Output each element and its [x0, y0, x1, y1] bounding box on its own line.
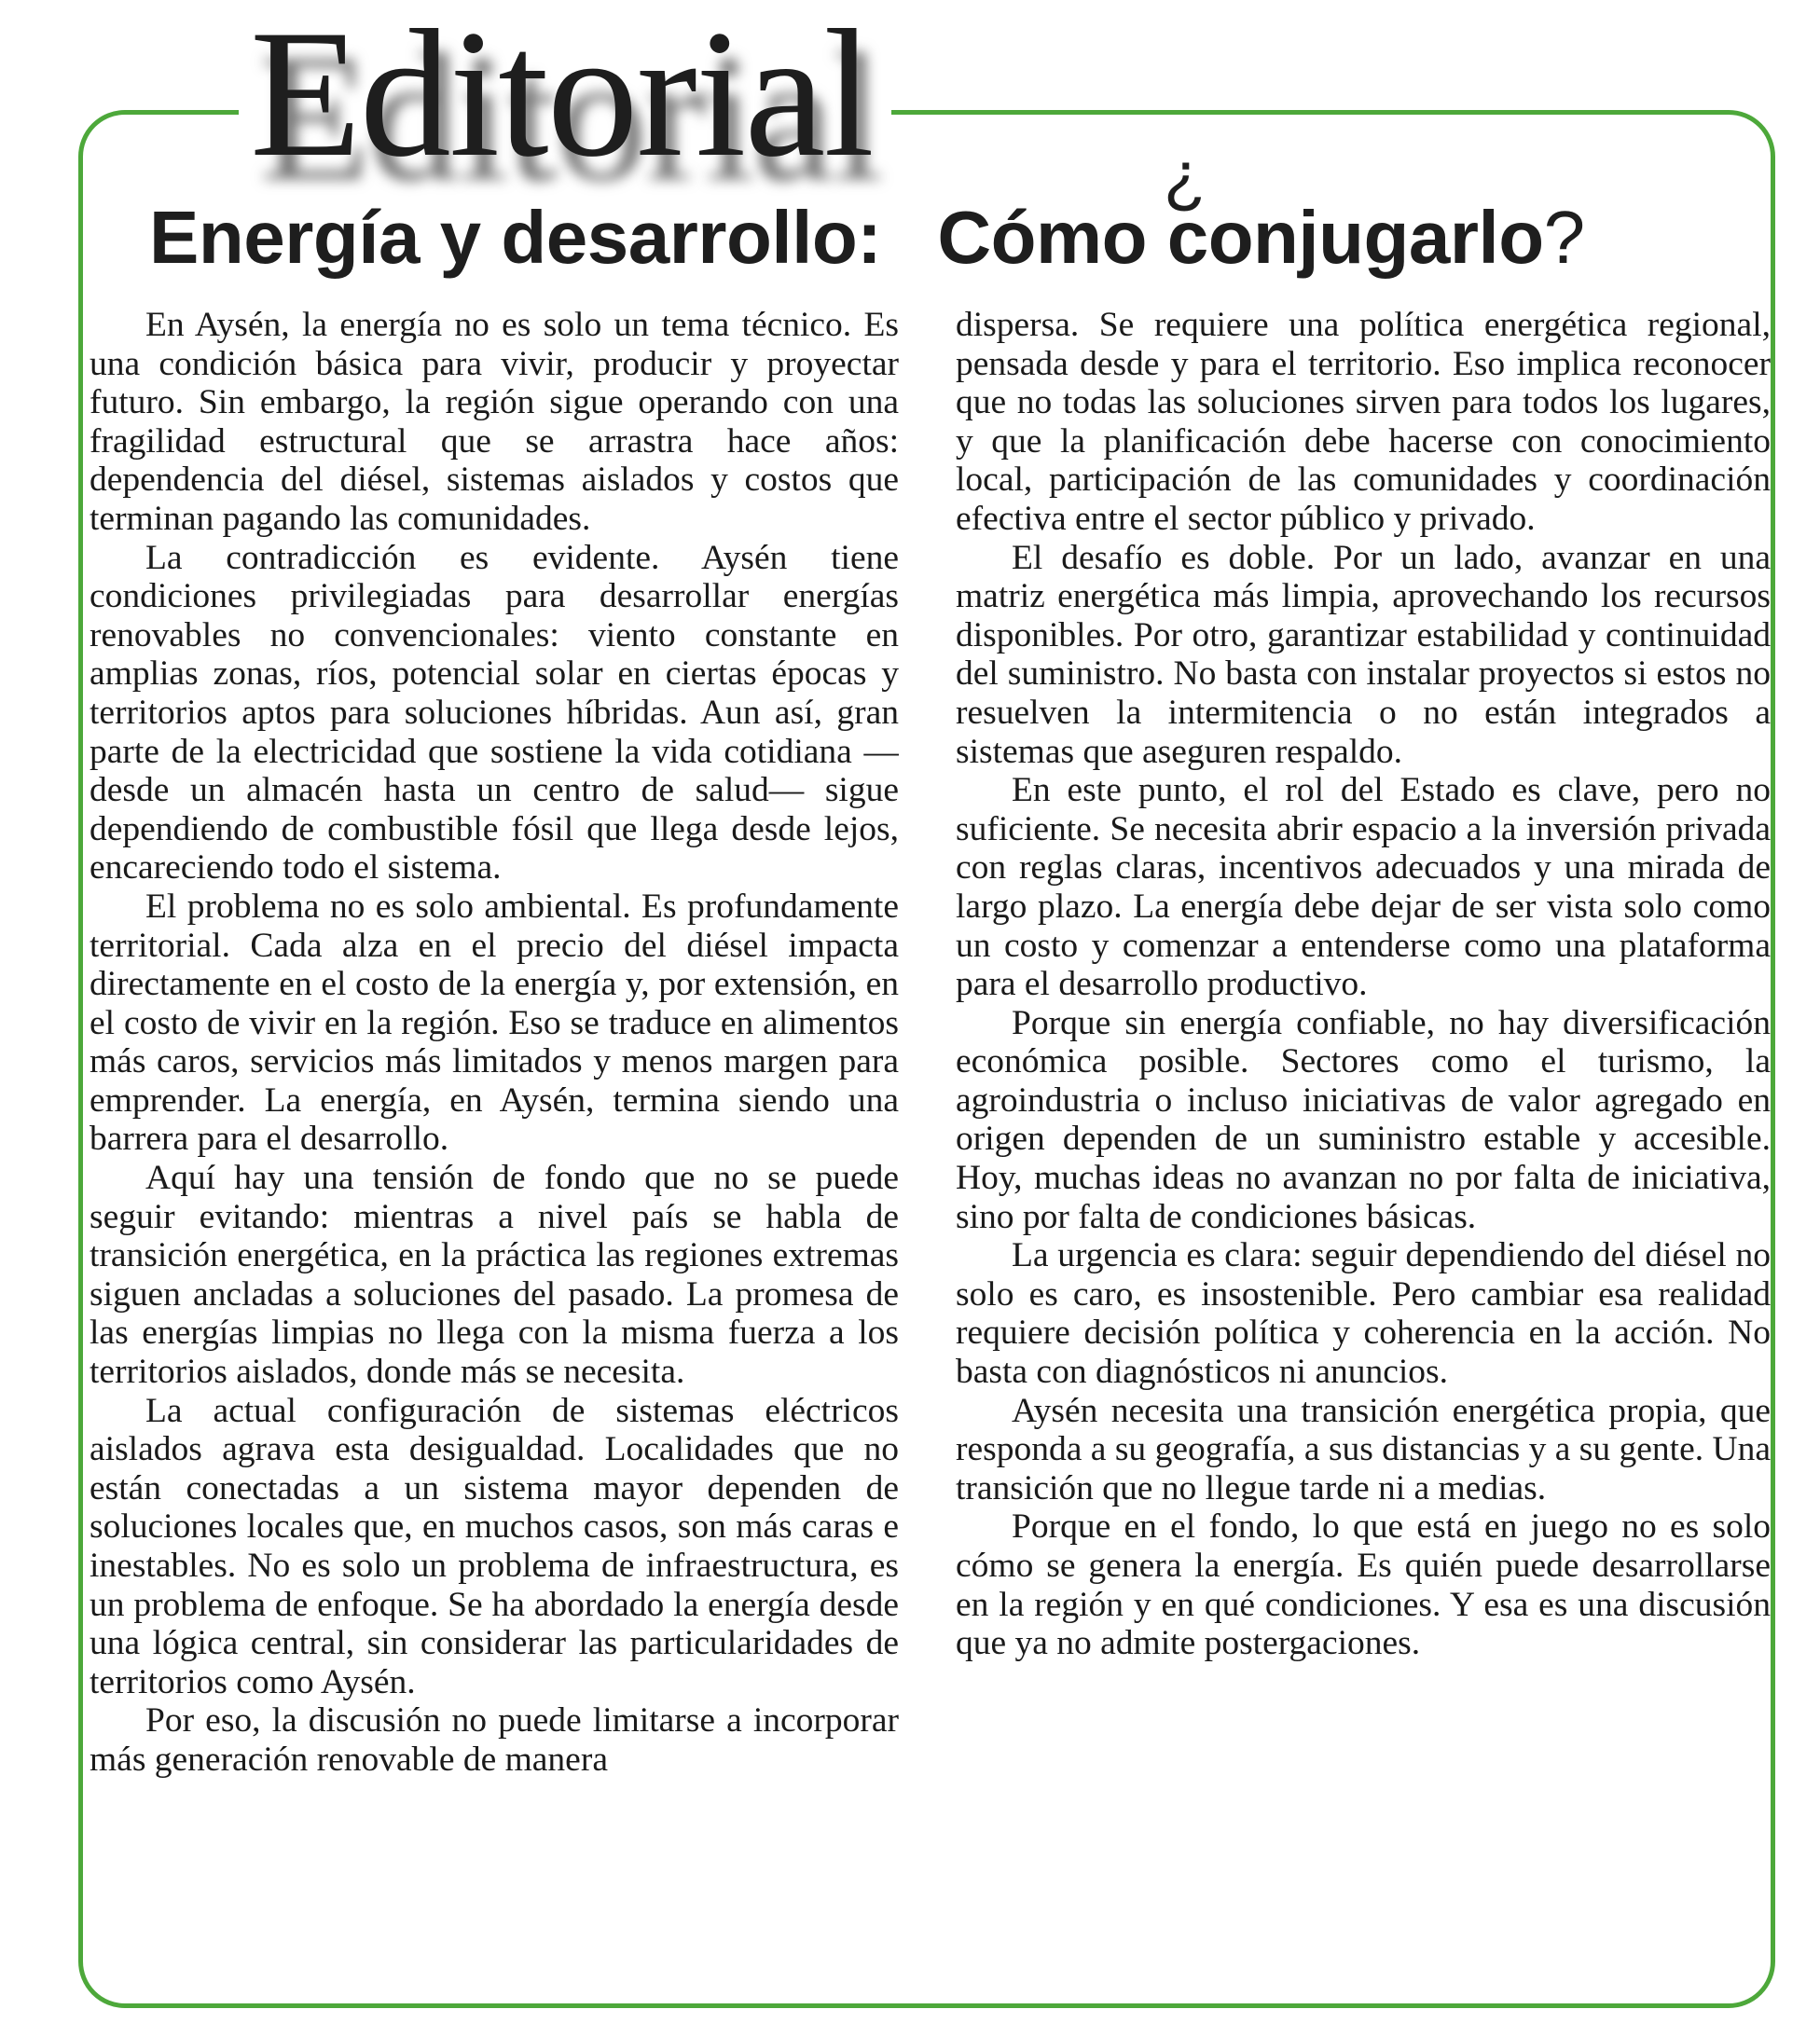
paragraph: Aquí hay una tensión de fondo que no se puede seguir evitando: mientras a nivel país se habla de transición energética, en la práctica las regiones extremas siguen ancladas a soluciones del pasado. La promesa de las energías limpias no llega con la misma fuerza a los territorios aislados, donde más se necesita.	[90, 1159, 899, 1392]
paragraph: La actual configuración de sistemas eléctricos aislados agrava esta desigualdad. Localidades que no están conectadas a un sistema mayor dependen de soluciones locales que, en muchos casos, son más caras e inestables. No es solo un problema de infraestructura, es un problema de enfoque. Se ha abordado la energía desde una lógica central, sin considerar las particularidades de territorios como Aysén.	[90, 1391, 899, 1701]
paragraph: Por eso, la discusión no puede limitarse a incorporar más generación renovable de manera	[90, 1701, 899, 1779]
paragraph: El problema no es solo ambiental. Es profundamente territorial. Cada alza en el precio del diésel impacta directamente en el costo de la energía y, por extensión, en el costo de vivir en la región. Eso se traduce en alimentos más caros, servicios más limitados y menos margen para emprender. La energía, en Aysén, termina siendo una barrera para el desarrollo.	[90, 887, 899, 1159]
masthead-title: Editorial	[239, 6, 891, 183]
headline-question-mark: ?	[1543, 196, 1585, 279]
paragraph: Porque en el fondo, lo que está en juego no es solo cómo se genera la energía. Es quién puede desarrollarse en la región y en qué condiciones. Y esa es una discusión que ya no admite postergaciones.	[956, 1507, 1771, 1663]
article-left-column	[90, 306, 899, 1975]
paragraph-continuation: dispersa. Se requiere una política energética regional, pensada desde y para el territorio. Eso implica reconocer que no todas las soluciones sirven para todos los lugares, y que la planificación debe hacerse con conocimiento local, participación de las comunidades y coordinación efectiva entre el sector público y privado.	[956, 306, 1771, 538]
paragraph: La urgencia es clara: seguir dependiendo del diésel no solo es caro, es insostenible. Pero cambiar esa realidad requiere decisión política y coherencia en la acción. No basta con diagnósticos ni anuncios.	[956, 1236, 1771, 1392]
headline	[149, 137, 1734, 289]
paragraph: En Aysén, la energía no es solo un tema técnico. Es una condición básica para vivir, producir y proyectar futuro. Sin embargo, la región sigue operando con una fragilidad estructural que se arrastra hace años: dependencia del diésel, sistemas aislados y costos que terminan pagando las comunidades.	[90, 306, 899, 538]
headline-part-1: Energía y desarrollo:	[149, 196, 882, 279]
paragraph: En este punto, el rol del Estado es clave, pero no suficiente. Se necesita abrir espacio a la inversión privada con reglas claras, incentivos adecuados y una mirada de largo plazo. La energía debe dejar de ser vista solo como un costo y comenzar a entenderse como una plataforma para el desarrollo productivo.	[956, 771, 1771, 1004]
paragraph: Porque sin energía confiable, no hay diversificación económica posible. Sectores como el turismo, la agroindustria o incluso iniciativas de valor agregado en origen dependen de un suministro estable y accesible. Hoy, muchas ideas no avanzan no por falta de iniciativa, sino por falta de condiciones básicas.	[956, 1003, 1771, 1236]
headline-part-2: Cómo conjugarlo	[937, 196, 1544, 279]
paragraph: La contradicción es evidente. Aysén tiene condiciones privilegiadas para desarrollar energías renovables no convencionales: viento constante en amplias zonas, ríos, potencial solar en ciertas épocas y territorios aptos para soluciones híbridas. Aun así, gran parte de la electricidad que sostiene la vida cotidiana —desde un almacén hasta un centro de salud— sigue dependiendo de combustible fósil que llega desde lejos, encareciendo todo el sistema.	[90, 538, 899, 888]
article-right-column	[956, 306, 1771, 1975]
paragraph: Aysén necesita una transición energética propia, que responda a su geografía, a sus distancias y a su gente. Una transición que no llegue tarde ni a medias.	[956, 1391, 1771, 1507]
headline-inverted-question-mark: ¿	[1164, 137, 1206, 214]
paragraph: El desafío es doble. Por un lado, avanzar en una matriz energética más limpia, aprovechando los recursos disponibles. Por otro, garantizar estabilidad y continuidad del suministro. No basta con instalar proyectos si estos no resuelven la intermitencia o no están integrados a sistemas que aseguren respaldo.	[956, 538, 1771, 771]
